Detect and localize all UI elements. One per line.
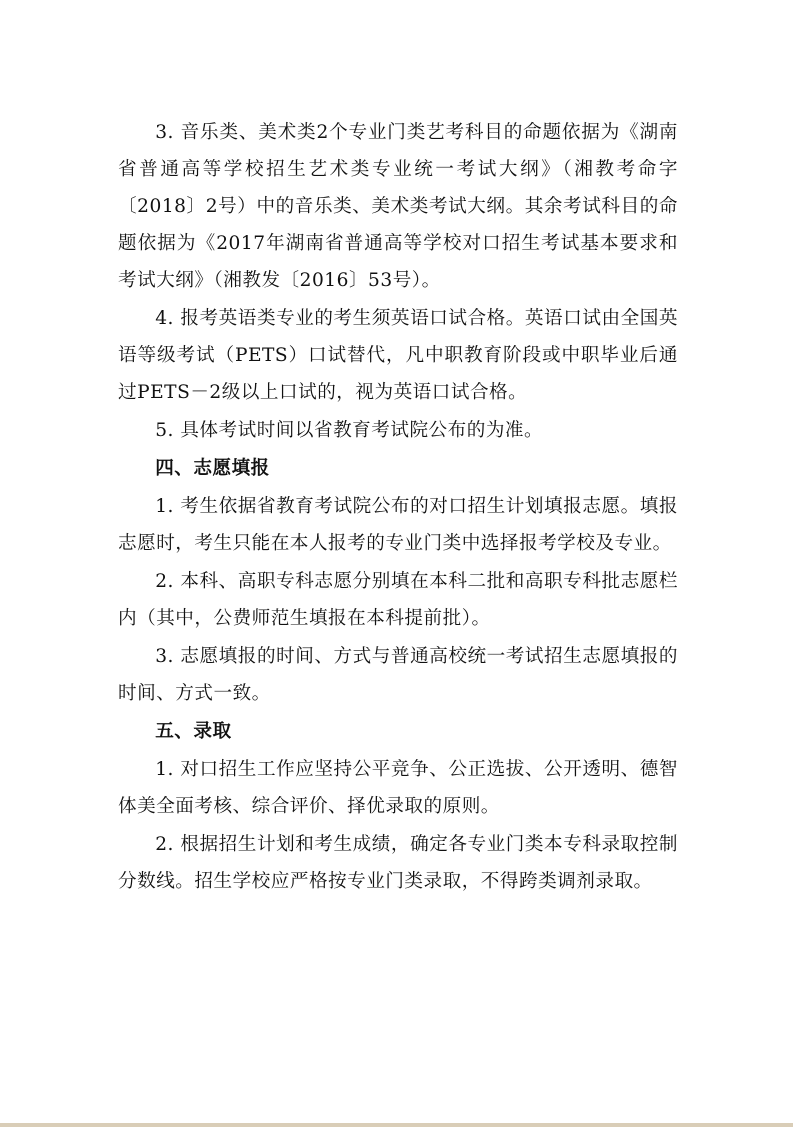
paragraph-volunteer-batches: 2. 本科、高职专科志愿分别填在本科二批和高职专科批志愿栏内（其中，公费师范生填报在本科提前批）。 [118,571,678,629]
paragraph-english-oral-exam: 4. 报考英语类专业的考生须英语口试合格。英语口试由全国英语等级考试（PETS）口试替代，凡中职教育阶段或中职毕业后通过PETS－2级以上口试的，视为英语口试合格。 [118,308,678,403]
paragraph-volunteer-time: 3. 志愿填报的时间、方式与普通高校统一考试招生志愿填报的时间、方式一致。 [118,646,678,704]
section-heading-admission: 五、录取 [155,721,232,742]
paragraph-music-art-exam-basis: 3. 音乐类、美术类2个专业门类艺考科目的命题依据为《湖南省普通高等学校招生艺术类专业统一考试大纲》（湘教考命字〔2018〕2号）中的音乐类、美术类考试大纲。其余考试科目的命题依据为《2017年湖南省普通高等学校对口招生考试基本要求和考试大纲》（湘教发〔2016〕53号）。 [118,122,678,291]
paragraph-admission-score-line: 2. 根据招生计划和考生成绩，确定各专业门类本专科录取控制分数线。招生学校应严格按专业门类录取，不得跨类调剂录取。 [118,834,678,892]
document-body [118,114,678,901]
section-heading-volunteer: 四、志愿填报 [155,458,270,479]
paragraph-admission-principles: 1. 对口招生工作应坚持公平竞争、公正选拔、公开透明、德智体美全面考核、综合评价、择优录取的原则。 [118,759,678,817]
paragraph-exam-time: 5. 具体考试时间以省教育考试院公布的为准。 [155,420,544,441]
page-bottom-rule [0,1123,793,1127]
paragraph-volunteer-plan: 1. 考生依据省教育考试院公布的对口招生计划填报志愿。填报志愿时，考生只能在本人报考的专业门类中选择报考学校及专业。 [118,496,678,554]
